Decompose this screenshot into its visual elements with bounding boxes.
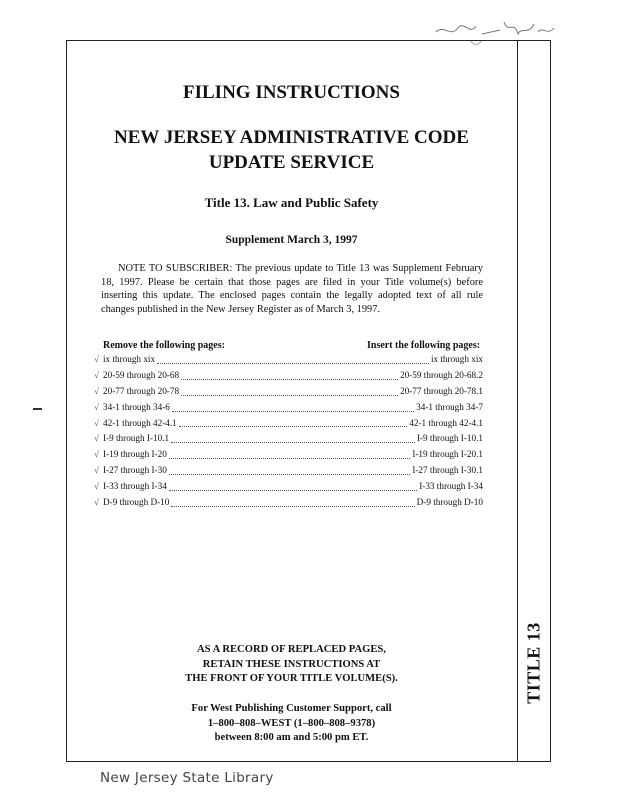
check-mark-icon: √	[94, 465, 99, 476]
dot-leader	[181, 379, 398, 380]
subheading-line-2: UPDATE SERVICE	[208, 152, 375, 173]
dot-leader	[169, 474, 411, 475]
check-mark-icon: √	[94, 385, 99, 396]
insert-pages: 20-77 through 20-78.1	[400, 385, 483, 396]
title-line: Title 13. Law and Public Safety	[204, 195, 379, 210]
record-line-2: RETAIN THESE INSTRUCTIONS AT	[202, 658, 381, 670]
dot-leader	[169, 458, 411, 459]
dot-leader	[157, 363, 429, 364]
table-row	[94, 479, 483, 495]
remove-pages: 42-1 through 42-4.1	[103, 417, 177, 428]
insert-pages: 20-59 through 20-68.2	[400, 369, 483, 380]
margin-mark	[33, 408, 42, 410]
record-instructions	[66, 643, 517, 687]
insert-pages: I-33 through I-34	[419, 481, 483, 492]
remove-pages: 34-1 through 34-6	[103, 401, 170, 412]
page-list	[94, 352, 483, 511]
table-row	[94, 400, 483, 416]
subheading-line-1: NEW JERSEY ADMINISTRATIVE CODE	[114, 127, 469, 148]
check-mark-icon: √	[94, 417, 99, 428]
tab-label-text: TITLE 13	[523, 622, 544, 704]
insert-header: Insert the following pages:	[367, 340, 481, 351]
table-row	[94, 384, 483, 400]
page-subheading	[66, 125, 517, 175]
check-mark-icon: √	[94, 369, 99, 380]
table-row	[94, 352, 483, 368]
insert-pages: 42-1 through 42-4.1	[409, 417, 483, 428]
record-line-1: AS A RECORD OF REPLACED PAGES,	[197, 644, 386, 655]
insert-pages: D-9 through D-10	[416, 497, 483, 507]
note-to-subscriber: NOTE TO SUBSCRIBER: The previous update to Title 13 was Supplement February 18, 1997. Please be certain that those pages are filed in your Title volume(s) before inserting this update. The enclosed pages contain the legally adopted text of all rule changes published in the New Jersey Register as of March 3, 1997.	[101, 263, 483, 315]
remove-pages: I-9 through I-10.1	[103, 433, 170, 444]
table-row	[94, 431, 483, 447]
remove-pages: ix through xix	[103, 353, 156, 364]
customer-support	[66, 702, 517, 746]
table-row	[94, 463, 483, 479]
table-row	[94, 368, 483, 384]
dot-leader	[171, 442, 415, 443]
support-line-1: For West Publishing Customer Support, call	[191, 703, 392, 714]
check-mark-icon: √	[94, 353, 99, 364]
table-row	[94, 447, 483, 463]
insert-pages: I-9 through I-10.1	[416, 433, 483, 444]
dot-leader	[172, 411, 414, 412]
dot-leader	[171, 506, 414, 507]
remove-pages: I-19 through I-20	[103, 449, 167, 460]
dot-leader	[179, 426, 408, 427]
check-mark-icon: √	[94, 497, 99, 507]
dot-leader	[181, 395, 398, 396]
library-stamp: New Jersey State Library	[100, 770, 274, 786]
remove-header: Remove the following pages:	[103, 340, 225, 351]
insert-pages: ix through xix	[430, 353, 483, 364]
table-row	[94, 416, 483, 432]
title-tab	[516, 608, 552, 718]
remove-pages: 20-59 through 20-68	[103, 369, 180, 380]
check-mark-icon: √	[94, 449, 99, 460]
remove-pages: I-27 through I-30	[103, 465, 167, 476]
support-phone: 1–800–808–WEST (1–800–808–9378)	[207, 717, 376, 729]
supplement-date: Supplement March 3, 1997	[225, 234, 358, 246]
check-mark-icon: √	[94, 481, 99, 492]
table-row	[94, 495, 483, 511]
insert-pages: I-27 through I-30.1	[412, 465, 483, 476]
remove-pages: I-33 through I-34	[103, 481, 167, 492]
support-hours: between 8:00 am and 5:00 pm ET.	[214, 732, 369, 743]
record-line-3: THE FRONT OF YOUR TITLE VOLUME(S).	[185, 673, 398, 684]
check-mark-icon: √	[94, 401, 99, 412]
page-heading: FILING INSTRUCTIONS	[183, 82, 400, 103]
check-mark-icon: √	[94, 433, 99, 444]
remove-pages: 20-77 through 20-78	[103, 385, 180, 396]
insert-pages: I-19 through I-20.1	[412, 449, 483, 460]
dot-leader	[169, 490, 417, 491]
insert-pages: 34-1 through 34-7	[416, 401, 483, 412]
remove-pages: D-9 through D-10	[103, 497, 170, 507]
